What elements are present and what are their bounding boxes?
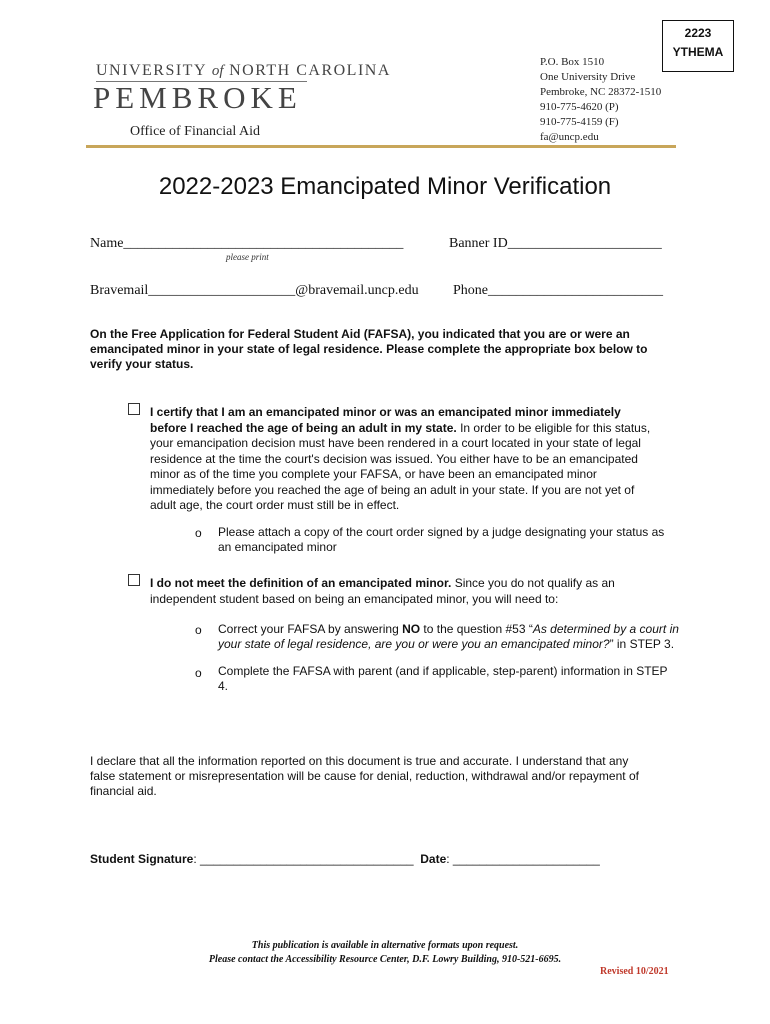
logo-university: UNIVERSITY: [96, 62, 207, 79]
option2-bullet-parent-info: Complete the FAFSA with parent (and if applicable, step-parent) information in STEP 4.: [218, 664, 668, 693]
footer-notice: [0, 939, 770, 967]
bullet-text: Correct your FAFSA by answering: [218, 622, 403, 636]
logo-university-line: [96, 62, 391, 80]
page-title: 2022-2023 Emancipated Minor Verification: [158, 173, 612, 200]
option2-bullet-correct-fafsa: [218, 622, 688, 652]
bullet-text: ” in STEP 3.: [609, 637, 675, 651]
option1-checkbox[interactable]: [128, 403, 140, 415]
mailing-address: [540, 55, 661, 145]
bullet-marker: o: [195, 666, 202, 680]
address-line: One University Drive: [540, 71, 636, 83]
signature-row: [90, 852, 600, 866]
address-phone: 910-775-4620 (P): [540, 101, 619, 113]
answer-no: NO: [402, 622, 421, 636]
office-name: Office of Financial Aid: [130, 124, 260, 139]
phone-field[interactable]: Phone_________________________: [453, 283, 663, 298]
signature-field[interactable]: ________________________________: [200, 852, 414, 866]
document-code-box: [662, 20, 734, 72]
address-email: fa@uncp.edu: [540, 131, 599, 143]
footer-line: Please contact the Accessibility Resource Center, D.F. Lowry Building, 910-521-6695.: [208, 954, 562, 965]
intro-text: On the Free Application for Federal Student Aid (FAFSA), you indicated that you are or were an emancipated minor in your state of legal residence. Please complete the appropriate box below to verify your status.: [90, 327, 648, 371]
address-line: Pembroke, NC 28372-1510: [540, 86, 662, 98]
option2-heading: I do not meet the definition of an emancipated minor.: [150, 576, 452, 590]
banner-id-field[interactable]: Banner ID______________________: [449, 236, 662, 251]
document-code-number: 2223: [684, 26, 712, 40]
bullet-marker: o: [195, 526, 202, 540]
logo-of: of: [211, 63, 224, 79]
question-53-text: As determined by a court in your state of legal residence, are you or were you an emancipated minor?: [218, 622, 679, 651]
address-fax: 910-775-4159 (F): [540, 116, 619, 128]
address-line: P.O. Box 1510: [540, 56, 605, 68]
option2-checkbox[interactable]: [128, 574, 140, 586]
logo-pembroke: PEMBROKE: [93, 80, 302, 115]
bravemail-field[interactable]: Bravemail_____________________@bravemail.uncp.edu: [90, 283, 419, 298]
option1-text: In order to be eligible for this status, your emancipation decision must have been rendered in a court located in your state of legal residence at the time the court's decision was issued. You either have to be an emancipated minor as of the time you complete your FAFSA, or have been an emancipated minor immediately before you reached the age of being an adult in your state. If you are not yet of adult age, the court order must still be in effect.: [150, 420, 651, 512]
please-print-hint: please print: [226, 252, 269, 262]
name-field[interactable]: Name________________________________________: [90, 236, 404, 251]
option2-paragraph: [150, 576, 660, 607]
option2-text: Since you do not qualify as an independent student based on being an emancipated minor, you will need to:: [150, 576, 615, 606]
option1-bullet: Please attach a copy of the court order signed by a judge designating your status as an emancipated minor: [218, 525, 665, 554]
revision-date: Revised 10/2021: [600, 966, 669, 977]
signature-colon: :: [193, 852, 201, 866]
date-label: Date: [420, 852, 447, 866]
footer-line: This publication is available in alternative formats upon request.: [251, 940, 519, 951]
header-divider: [86, 145, 676, 148]
date-field[interactable]: : ______________________: [446, 852, 600, 866]
declaration-text: I declare that all the information reported on this document is true and accurate. I understand that any false statement or misrepresentation will be cause for denial, reduction, withdrawal and/or repayment of financial aid.: [90, 754, 639, 798]
document-code-label: YTHEMA: [672, 45, 724, 59]
bullet-marker: o: [195, 623, 202, 637]
option1-paragraph: [150, 405, 660, 514]
logo-north-carolina: NORTH CAROLINA: [229, 62, 391, 79]
option1-heading: I certify that I am an emancipated minor or was an emancipated minor immediately before I reached the age of being an adult in my state.: [150, 405, 621, 435]
bullet-text: to the question #53 “: [420, 622, 533, 636]
signature-label: Student Signature: [90, 852, 194, 866]
